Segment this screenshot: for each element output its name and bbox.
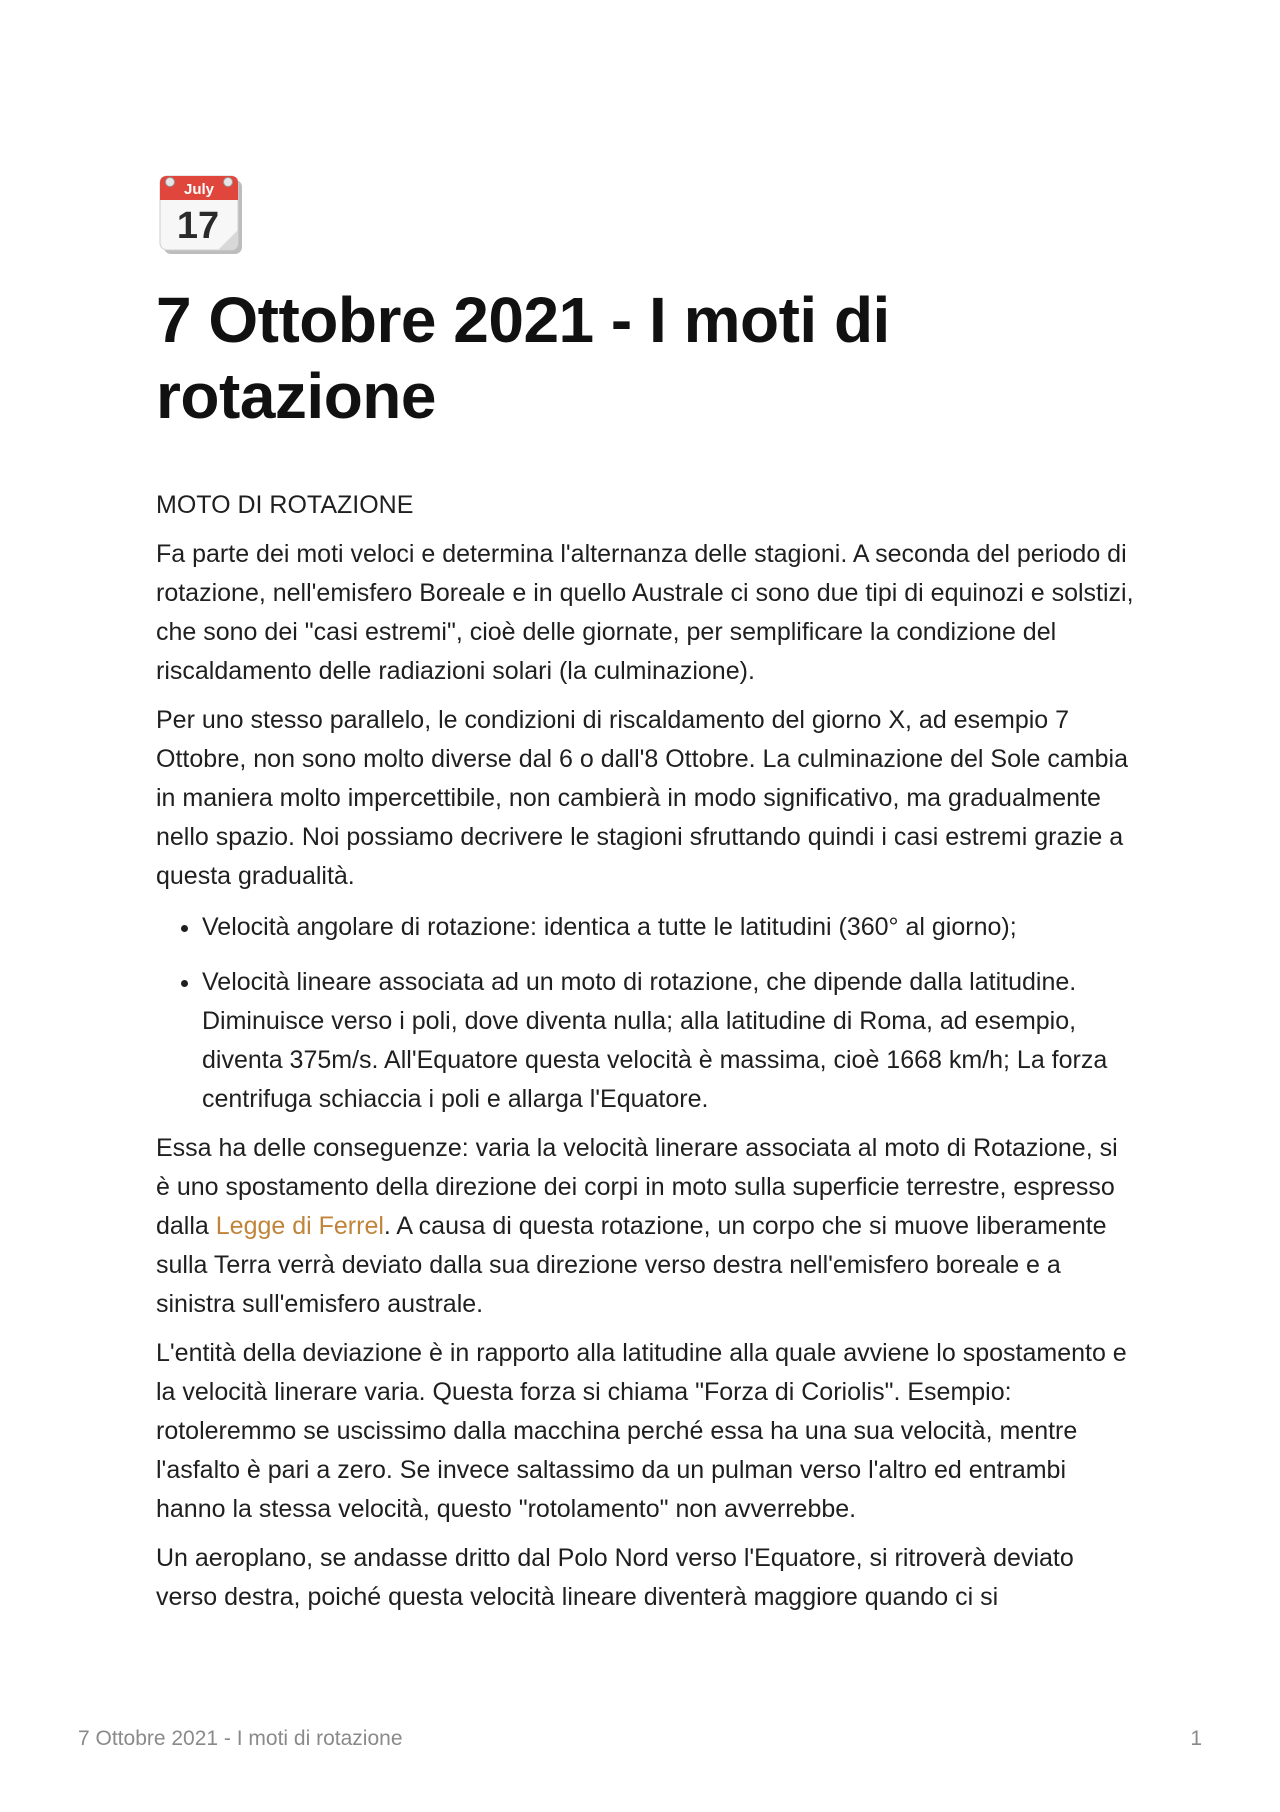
paragraph-text: Essa ha delle conseguenze: varia la velocità linerare associata al moto di Rotazione, si è uno spostamento della direzione dei corpi in moto sulla superficie terrestre, espresso dalla — [156, 1134, 1118, 1240]
paragraph-coriolis: L'entità della deviazione è in rapporto alla latitudine alla quale avviene lo spostamento e la velocità linerare varia. Questa forza si chiama "Forza di Coriolis". Esempio: rotoleremmo se uscissimo dalla macchina perché essa ha una sua velocità, mentre l'asfalto è pari a zero. Se invece saltassimo da un pulman verso l'altro ed entrambi hanno la stessa velocità, questo "rotolamento" non avverrebbe. — [156, 1339, 1127, 1523]
legge-di-ferrel-link[interactable]: Legge di Ferrel — [215, 1212, 384, 1240]
paragraph-2: Per uno stesso parallelo, le condizioni di riscaldamento del giorno X, ad esempio 7 Ottobre, non sono molto diverse dal 6 o dall'8 Ottobre. La culminazione del Sole cambia in maniera molto impercettibile, non cambierà in modo significativo, ma gradualmente nello spazio. Noi possiamo decrivere le stagioni sfruttando quindi i casi estremi grazie a questa gradualità. — [156, 706, 1128, 890]
page-number: 1 — [1190, 1727, 1202, 1750]
bullet-list — [156, 908, 1136, 1119]
calendar-day: 17 — [176, 205, 220, 247]
paragraph-1: Fa parte dei moti veloci e determina l'alternanza delle stagioni. A seconda del periodo di rotazione, nell'emisfero Boreale e in quello Australe ci sono due tipi di equinozi e solstizi, che sono dei "casi estremi", cioè delle giornate, per semplificare la condizione del riscaldamento delle radiazioni solari (la culminazione). — [156, 540, 1134, 685]
calendar-icon — [156, 168, 244, 256]
calendar-month: July — [183, 181, 215, 198]
page-title: 7 Ottobre 2021 - I moti di rotazione — [156, 284, 890, 432]
list-item: • Velocità lineare associata ad un moto di rotazione, che dipende dalla latitudine. Diminuisce verso i poli, dove diventa nulla; alla latitudine di Roma, ad esempio, diventa 375m/s. All'Equatore questa velocità è massima, cioè 1668 km/h; La forza centrifuga schiaccia i poli e allarga l'Equatore. — [202, 963, 1136, 1119]
page-content — [156, 168, 1136, 1627]
section-heading: MOTO DI ROTAZIONE — [156, 491, 414, 519]
footer-title: 7 Ottobre 2021 - I moti di rotazione — [78, 1727, 403, 1750]
list-item: • Velocità angolare di rotazione: identica a tutte le latitudini (360° al giorno); — [202, 908, 1136, 947]
paragraph-ferrel — [156, 1129, 1136, 1324]
page-footer — [78, 1727, 1202, 1751]
paragraph-aeroplano: Un aeroplano, se andasse dritto dal Polo Nord verso l'Equatore, si ritroverà deviato verso destra, poiché questa velocità lineare diventerà maggiore quando ci si — [156, 1544, 1074, 1611]
calendar-icon-graphic — [156, 168, 244, 256]
paragraph-text: . A causa di questa rotazione, un corpo che si muove liberamente sulla Terra verrà deviato dalla sua direzione verso destra nell'emisfero boreale e a sinistra sull'emisfero australe. — [156, 1212, 1107, 1318]
